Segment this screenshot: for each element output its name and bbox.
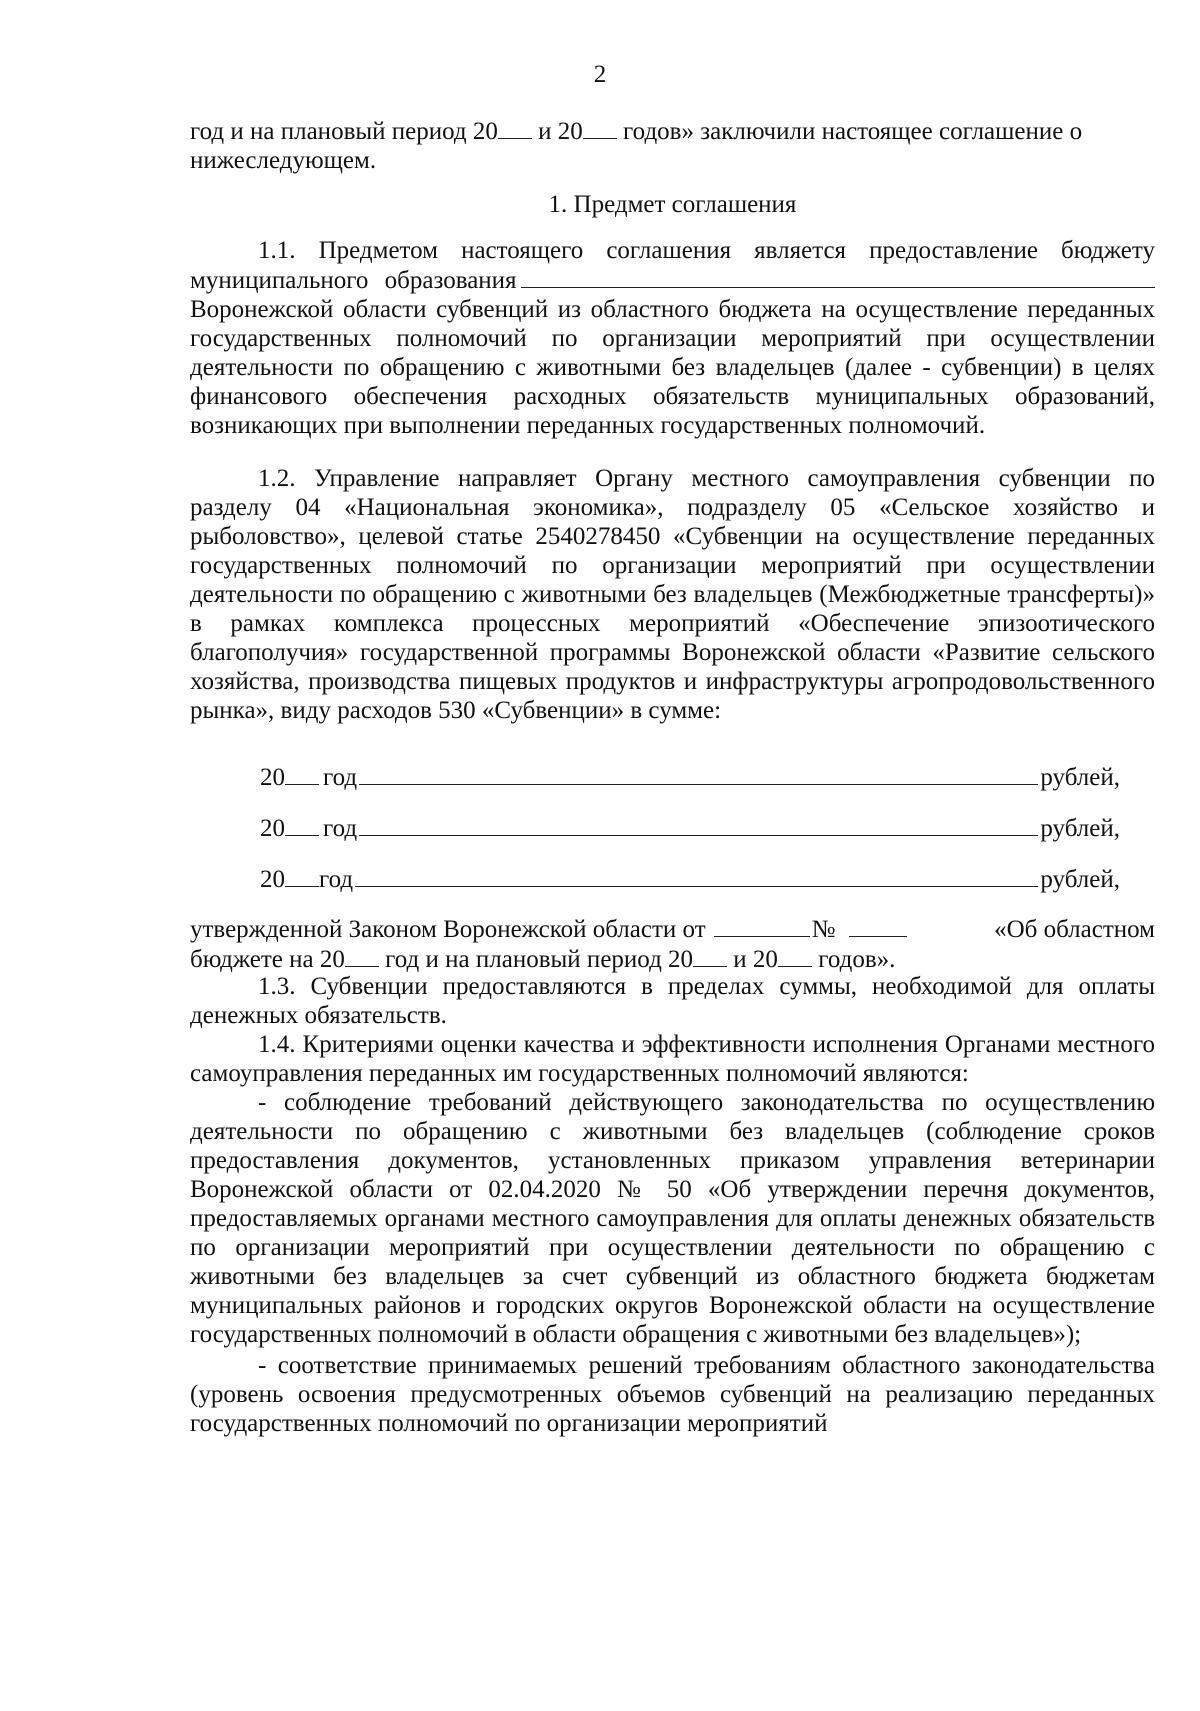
law-reference — [190, 914, 1155, 974]
law-text-e: год и на плановый период 20 — [378, 946, 694, 973]
year-prefix: 20 — [260, 764, 285, 791]
intro-text-b: и 20 — [531, 118, 583, 145]
year-blank — [778, 944, 812, 967]
intro-line — [190, 116, 1155, 146]
section-title: 1. Предмет соглашения — [548, 191, 797, 218]
year-blank — [693, 944, 727, 967]
year-blank — [285, 864, 319, 887]
p1-1-line2 — [190, 265, 1155, 295]
year-label: год — [319, 866, 354, 893]
amount-row — [260, 813, 1120, 843]
law-text-f: и 20 — [727, 946, 778, 973]
law-text-a: утвержденной Законом Воронежской области от — [190, 916, 706, 943]
currency-label: рублей, — [1040, 815, 1120, 842]
law-line-2 — [190, 944, 1155, 974]
currency-label: рублей, — [1040, 764, 1120, 791]
law-line-1 — [190, 914, 1155, 944]
intro-line-2: нижеследующем. — [190, 147, 377, 174]
law-number-blank — [849, 914, 907, 937]
amount-row — [260, 864, 1120, 894]
amount-blank — [359, 762, 1038, 785]
year-prefix: 20 — [260, 815, 285, 842]
year-label: год — [323, 815, 358, 842]
municipality-blank — [521, 265, 1155, 288]
law-date-blank — [714, 914, 810, 937]
year-prefix: 20 — [260, 866, 285, 893]
paragraph-1-4 — [190, 1030, 1155, 1438]
law-number-sign: № — [811, 916, 836, 943]
currency-label: рублей, — [1040, 866, 1120, 893]
bullet-1: - соблюдение требований действующего законодательства по осуществлению деятельности по обращению с животными без владельцев (соблюдение сроков предоставления документов, установленных приказом управления ветеринарии Воронежской области от 02.04.2020 № 50 «Об утверждении перечня документов, предоставляемых органами местного самоуправления для оплаты денежных обязательств по организации мероприятий при осуществлении деятельности по обращению с животными без владельцев за счет субвенций из областного бюджета бюджетам муниципальных районов и городских округов Воронежской области на осуществление государственных полномочий в области обращения с животными без владельцев»); — [190, 1089, 1155, 1348]
p1-1-line1: 1.1. Предметом настоящего соглашения является предоставление бюджету — [258, 237, 1155, 264]
year-blank — [583, 116, 617, 139]
law-text-d: бюджете на 20 — [190, 946, 345, 973]
amount-row — [260, 762, 1120, 792]
law-text-g: годов». — [811, 946, 896, 973]
municipality-label: муниципального образования — [190, 267, 517, 294]
law-text-c: «Об областном — [994, 916, 1155, 943]
amount-blank — [359, 813, 1038, 836]
p1-1-rest: Воронежской области субвенций из областного бюджета на осуществление переданных государственных полномочий по организации мероприятий при осуществлении деятельности по обращению с животными без владельцев (далее - субвенции) в целях финансового обеспечения расходных обязательств муниципальных образований, возникающих при выполнении переданных государственных полномочий. — [190, 296, 1155, 439]
year-blank — [285, 762, 319, 785]
paragraph-1-2 — [190, 464, 1155, 725]
intro-text-a: год и на плановый период 20 — [190, 118, 498, 145]
bullet-2: - соответствие принимаемых решений требованиям областного законодательства (уровень освоения предусмотренных объемов субвенций на реализацию переданных государственных полномочий по организации мероприятий — [190, 1352, 1155, 1437]
intro-block — [190, 116, 1155, 175]
intro-text-c: годов» заключили настоящее соглашение о — [616, 118, 1083, 145]
page-number: 2 — [593, 61, 607, 88]
year-blank — [498, 116, 532, 139]
p1-4-text: 1.4. Критериями оценки качества и эффективности исполнения Органами местного самоуправления переданных им государственных полномочий являются: — [190, 1031, 1155, 1087]
p1-2-text: 1.2. Управление направляет Органу местного самоуправления субвенции по разделу 04 «Национальная экономика», подразделу 05 «Сельское хозяйство и рыболовство», целевой статье 2540278450 «Субвенции на осуществление переданных государственных полномочий по организации мероприятий при осуществлении деятельности по обращению с животными без владельцев (Межбюджетные трансферты)» в рамках комплекса процессных мероприятий «Обеспечение эпизоотического благополучия» государственной программы Воронежской области «Развитие сельского хозяйства, производства пищевых продуктов и инфраструктуры агропродовольственного рынка», виду расходов 530 «Субвенции» в сумме: — [190, 465, 1155, 724]
year-blank — [285, 813, 319, 836]
amount-blank — [355, 864, 1038, 887]
year-blank — [345, 944, 379, 967]
paragraph-1-3 — [190, 972, 1155, 1030]
p1-3-text: 1.3. Субвенции предоставляются в пределах суммы, необходимой для оплаты денежных обязательств. — [190, 973, 1155, 1029]
year-label: год — [323, 764, 358, 791]
paragraph-1-1 — [190, 236, 1155, 440]
